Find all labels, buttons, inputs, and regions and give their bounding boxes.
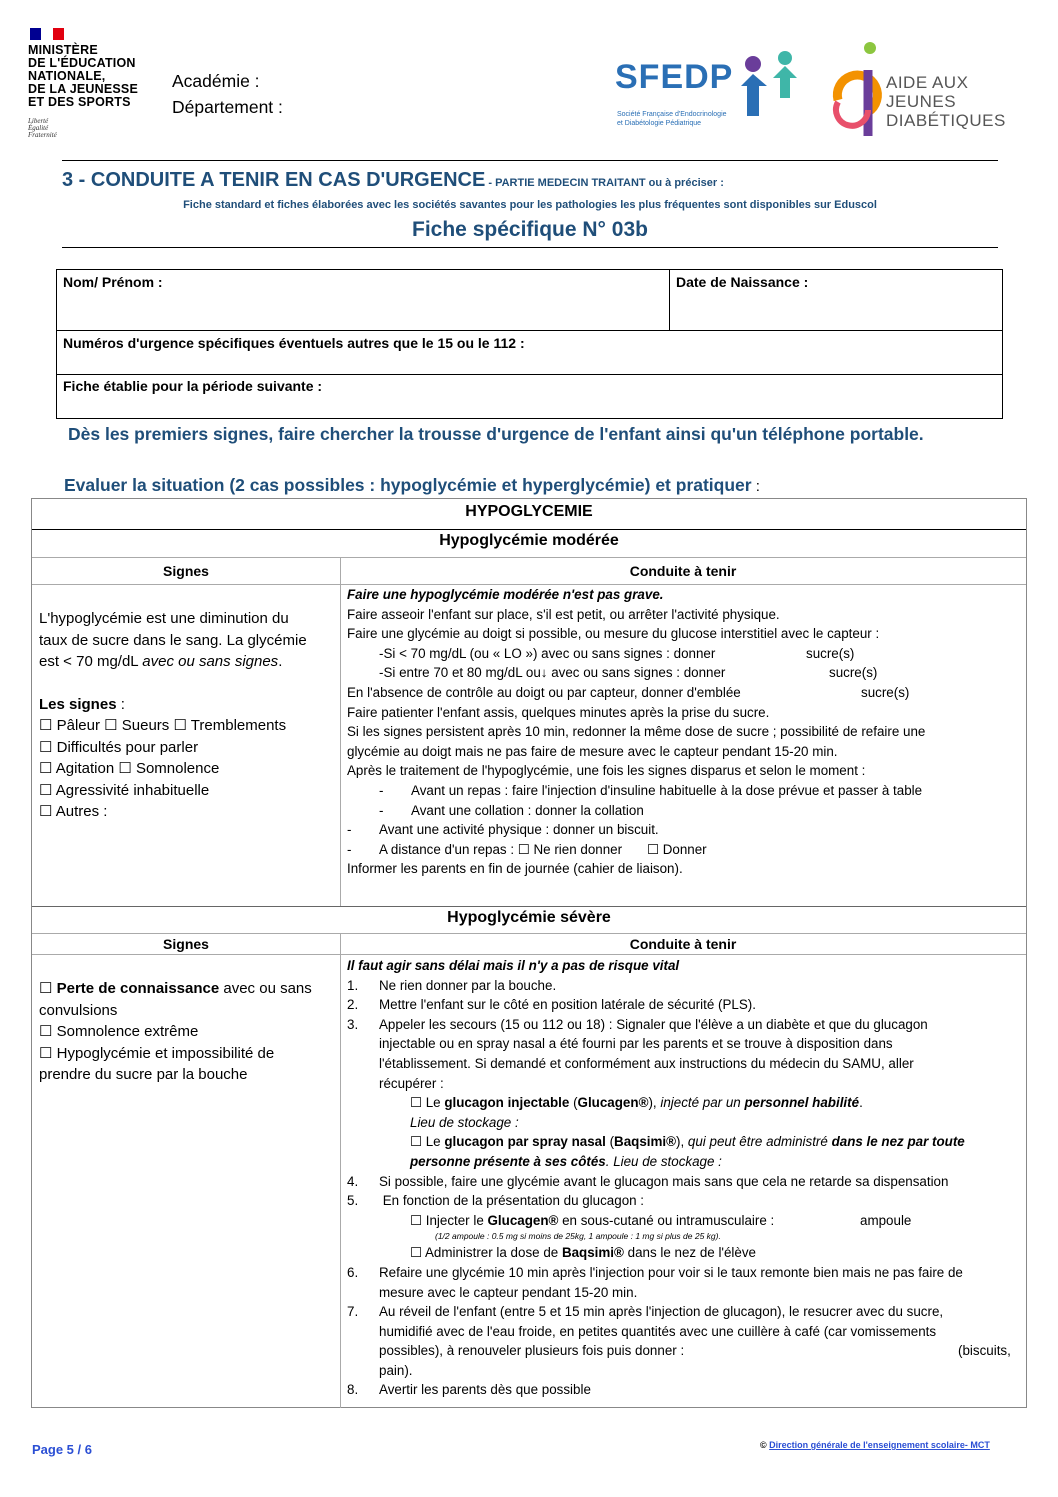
- text-run: Mettre l'enfant sur le côté en position latérale de sécurité (PLS).: [379, 997, 756, 1013]
- text-run: en sous-cutané ou intramusculaire :: [558, 1212, 775, 1228]
- conduite-line: [347, 644, 1020, 664]
- col-border: [340, 557, 341, 906]
- signes-column-header: Signes: [163, 936, 209, 952]
- text-run: dans le nez de l'élève: [623, 1245, 756, 1261]
- glucagon-injectable-checkbox[interactable]: [347, 1093, 1020, 1113]
- sfedp-sub-line: Société Française d'Endocrinologie: [617, 111, 727, 118]
- text-run: (: [569, 1095, 578, 1111]
- conduite-line: [347, 1015, 1020, 1035]
- footer-credit: [760, 1440, 990, 1450]
- hypoglycemie-table: [31, 498, 1027, 1408]
- list-number: 2.: [347, 997, 359, 1013]
- ajd-line: JEUNES: [886, 92, 957, 111]
- divider: [62, 247, 998, 248]
- motto-line: Liberté: [28, 117, 49, 125]
- text-run: Appeler les secours (15 ou 112 ou 18) : Signaler que l'élève a un diabète et que du glucagon: [379, 1016, 928, 1032]
- conduite-line: Faire une hypoglycémie modérée n'est pas grave.: [347, 587, 664, 602]
- conduite-line: Si les signes persistent après 10 min, redonner la même dose de sucre ; possibilité de refaire une: [347, 724, 926, 740]
- text-run: :: [116, 695, 125, 713]
- periode-field[interactable]: Fiche établie pour la période suivante :: [63, 378, 323, 394]
- conduite-line: [347, 1263, 1020, 1283]
- text-run: ☐ Injecter le: [410, 1212, 488, 1228]
- dgesco-link[interactable]: Direction générale de l'enseignement scolaire- MCT: [769, 1440, 990, 1450]
- signes-text: L'hypoglycémie est une diminution du: [39, 610, 289, 627]
- conduite-line: injectable ou en spray nasal a été fourni par les parents et se trouve à disposition dans: [379, 1036, 893, 1052]
- row-border: [32, 954, 1026, 955]
- conduite-line: humidifié avec de l'eau froide, en petites quantités avec une cuillère à café (car vomissements: [379, 1323, 937, 1339]
- text-run: En l'absence de contrôle au doigt ou par capteur, donner d'emblée: [347, 684, 741, 700]
- conduite-line: Informer les parents en fin de journée (cahier de liaison).: [347, 861, 683, 877]
- text-run: (biscuits,: [958, 1343, 1011, 1359]
- text-run: sucre(s): [829, 665, 878, 681]
- nom-prenom-field[interactable]: Nom/ Prénom :: [63, 274, 163, 290]
- severe-heading: Hypoglycémie sévère: [447, 909, 611, 926]
- copyright-symbol: ©: [760, 1440, 770, 1450]
- text-run: injecté par un: [660, 1095, 745, 1111]
- text-run: Avant une activité physique : donner un biscuit.: [379, 822, 659, 838]
- cell-border: [57, 374, 1002, 375]
- moderate-signes: [39, 608, 307, 823]
- section-title-suffix: - PARTIE MEDECIN TRAITANT ou à préciser :: [485, 177, 724, 189]
- les-signes-label: [39, 694, 307, 716]
- conduite-line: mesure avec le capteur pendant 15-20 min.: [379, 1284, 638, 1300]
- text-run: Glucagen®: [577, 1095, 649, 1111]
- text-run: Avertir les parents dès que possible: [379, 1382, 591, 1398]
- section-title: [62, 169, 724, 192]
- date-naissance-field[interactable]: Date de Naissance :: [676, 274, 809, 290]
- conduite-column-header: Conduite à tenir: [629, 563, 737, 579]
- text-run: ☐ Le: [410, 1095, 445, 1111]
- text-run: Glucagen®: [487, 1212, 559, 1228]
- donner-checkbox[interactable]: ☐ Donner: [647, 841, 707, 857]
- conduite-line: - Avant un repas : faire l'injection d'insuline habituelle à la dose prévue et passer à table: [379, 782, 923, 798]
- conduite-column-header: Conduite à tenir: [629, 936, 737, 952]
- ministry-line: MINISTÈRE: [28, 43, 98, 57]
- text-run: ),: [676, 1134, 688, 1150]
- section-subtitle: Fiche standard et fiches élaborées avec les sociétés savantes pour les pathologies les plus fréquentes sont disponibles sur Eduscol: [183, 199, 877, 211]
- divider: [62, 160, 998, 161]
- conduite-line: [347, 976, 1020, 996]
- col-border: [340, 933, 341, 1408]
- ajd-logo: [828, 40, 1008, 150]
- text-run: -Si entre 70 et 80 mg/dL ou↓ avec ou sans signes : donner: [379, 665, 726, 681]
- signes-text: convulsions: [39, 1001, 118, 1019]
- text-run: avec ou sans: [219, 980, 312, 997]
- cell-border: [57, 330, 1002, 331]
- conduite-line: glycémie au doigt mais ne pas faire de mesure avec le capteur pendant 15-20 min.: [347, 743, 838, 759]
- lieu-stockage-label: Lieu de stockage :: [410, 1114, 519, 1130]
- text-run: ),: [648, 1095, 661, 1111]
- row-border: [32, 933, 1026, 934]
- conduite-line: Faire patienter l'enfant assis, quelques minutes après la prise du sucre.: [347, 704, 770, 720]
- conduite-line: [347, 683, 1020, 703]
- ministry-line: NATIONALE,: [28, 69, 106, 83]
- conduite-line: [347, 663, 1020, 683]
- list-number: 1.: [347, 977, 359, 993]
- motto-line: Égalité: [28, 124, 49, 132]
- dosage-note: (1/2 ampoule : 0.5 mg si moins de 25kg, 1 ampoule : 1 mg si plus de 25 kg).: [435, 1231, 721, 1242]
- text-run: .: [278, 653, 283, 670]
- conduite-line: [347, 1380, 1020, 1400]
- text-run: glucagon injectable: [444, 1095, 570, 1111]
- text-run: ☐: [39, 980, 57, 997]
- sign-checkbox-line[interactable]: ☐ Pâleur ☐ Sueurs ☐ Tremblements: [39, 717, 287, 734]
- evaluate-text: Evaluer la situation (2 cas possibles : hypoglycémie et hyperglycémie) et pratiquer: [64, 475, 752, 495]
- signes-text: taux de sucre dans le sang. La glycémie: [39, 631, 307, 649]
- fiche-title: Fiche spécifique N° 03b: [412, 218, 648, 241]
- text-run: (: [605, 1134, 615, 1150]
- text-run: .: [859, 1095, 863, 1111]
- moderate-conduite: [347, 585, 1020, 879]
- conduite-line: [347, 1341, 1020, 1361]
- conduite-line: [347, 995, 1020, 1015]
- list-number: 6.: [347, 1264, 359, 1280]
- academie-label: Académie :: [172, 71, 260, 91]
- ministry-line: DE L'ÉDUCATION: [28, 56, 136, 70]
- identity-table: [56, 269, 1003, 419]
- row-border: [32, 529, 1026, 530]
- departement-label: Département :: [172, 97, 283, 117]
- sfedp-logo: [615, 58, 815, 138]
- ajd-line: AIDE AUX: [886, 73, 969, 92]
- conduite-line: [347, 1302, 1020, 1322]
- list-number: 5.: [347, 1193, 359, 1209]
- section-title-main: 3 - CONDUITE A TENIR EN CAS D'URGENCE: [62, 169, 486, 191]
- conduite-line: Après le traitement de l'hypoglycémie, une fois les signes disparus et selon le moment :: [347, 763, 866, 779]
- conduite-line: - Avant une collation : donner la collation: [379, 802, 644, 818]
- signes-column-header: Signes: [163, 563, 209, 579]
- text-run: Ne rien donner par la bouche.: [379, 977, 557, 993]
- republique-flag-logo: [30, 28, 64, 40]
- page-number: Page 5 / 6: [32, 1442, 92, 1457]
- text-run: Avant une collation : donner la collation: [411, 802, 644, 818]
- text-run: ☐ Administrer la dose de: [410, 1245, 562, 1261]
- text-run: ampoule: [860, 1212, 912, 1228]
- severe-conduite: [347, 956, 1020, 1400]
- signes-text: prendre du sucre par la bouche: [39, 1066, 248, 1083]
- conduite-line: - Avant une activité physique : donner un biscuit.: [347, 822, 659, 838]
- text-run: sucre(s): [806, 645, 855, 661]
- text-run: . Lieu de stockage :: [605, 1153, 722, 1169]
- text-run: Au réveil de l'enfant (entre 5 et 15 min après l'injection de glucagon), le resucrer avec du sucre,: [379, 1304, 944, 1320]
- ajd-a-icon: [828, 40, 888, 150]
- text-run: En fonction de la présentation du glucagon :: [379, 1193, 645, 1209]
- severe-signes: [39, 978, 312, 1086]
- text-run: Avant un repas : faire l'injection d'insuline habituelle à la dose prévue et passer à table: [411, 782, 923, 798]
- text-run: sucre(s): [861, 684, 910, 700]
- text-run: -Si < 70 mg/dL (ou « LO ») avec ou sans signes : donner: [379, 645, 716, 661]
- sign-checkbox-line[interactable]: [39, 978, 312, 1000]
- sign-checkbox-line[interactable]: ☐ Autres :: [39, 803, 108, 820]
- first-signs-instruction: Dès les premiers signes, faire chercher la trousse d'urgence de l'enfant ainsi qu'un téléphone portable.: [68, 424, 924, 444]
- text-run: personnel habilité: [744, 1095, 860, 1111]
- motto-line: Fraternité: [28, 131, 57, 139]
- text-run: dans le nez par toute: [831, 1134, 965, 1150]
- cell-border: [669, 270, 670, 331]
- conduite-line: Il faut agir sans délai mais il n'y a pas de risque vital: [347, 958, 680, 973]
- conduite-line: [347, 1152, 1020, 1172]
- text-run: Perte de connaissance: [56, 980, 220, 997]
- ajd-logo-text: [886, 73, 1006, 130]
- sfedp-logo-text: SFEDP: [615, 58, 734, 96]
- moderate-heading: Hypoglycémie modérée: [439, 532, 619, 549]
- text-run: Refaire une glycémie 10 min après l'injection pour voir si le taux remonte bien mais ne pas faire de: [379, 1264, 963, 1280]
- text-run: est < 70 mg/dL: [39, 653, 143, 670]
- list-number: 3.: [347, 1016, 359, 1032]
- text-run: qui peut être administré: [687, 1134, 832, 1150]
- list-number: 7.: [347, 1304, 359, 1320]
- list-number: 8.: [347, 1382, 359, 1398]
- table-title: HYPOGLYCEMIE: [465, 503, 593, 520]
- ministry-line: DE LA JEUNESSE: [28, 82, 139, 96]
- republic-motto: [28, 118, 57, 139]
- list-number: 4.: [347, 1173, 359, 1189]
- sfedp-sub-line: et Diabétologie Pédiatrique: [617, 120, 702, 127]
- text-run: personne présente à ses côtés: [410, 1153, 606, 1169]
- glucagon-spray-checkbox[interactable]: [347, 1132, 1020, 1152]
- text-run: avec ou sans signes: [142, 653, 279, 670]
- ne-rien-donner-checkbox[interactable]: A distance d'un repas : ☐ Ne rien donner: [379, 841, 623, 857]
- administrer-baqsimi-checkbox[interactable]: [347, 1243, 1020, 1263]
- row-border: [32, 906, 1026, 907]
- ministry-line: ET DES SPORTS: [28, 95, 131, 109]
- conduite-line: récupérer :: [379, 1075, 444, 1091]
- conduite-line: [347, 1191, 1020, 1211]
- text-run: Si possible, faire une glycémie avant le glucagon mais sans que cela ne retarde sa dispensation: [379, 1173, 949, 1189]
- conduite-line: - A distance d'un repas : ☐ Ne rien donner ☐ Donner: [347, 840, 1020, 860]
- sfedp-logo-subtitle: [617, 110, 727, 128]
- conduite-line: [347, 1172, 1020, 1192]
- text-run: ☐ Le: [410, 1134, 445, 1150]
- evaluate-colon: :: [751, 478, 760, 495]
- conduite-line: l'établissement. Si demandé et conformément aux instructions du médecin du SAMU, aller: [379, 1055, 914, 1071]
- signes-text: [39, 651, 307, 673]
- sign-checkbox-line[interactable]: ☐ Agressivité inhabituelle: [39, 781, 210, 799]
- conduite-line: pain).: [379, 1362, 413, 1378]
- evaluate-instruction: [64, 475, 760, 496]
- text-run: glucagon par spray nasal: [444, 1134, 606, 1150]
- academie-block: [172, 68, 283, 120]
- sfedp-children-icon: [733, 46, 813, 136]
- injecter-glucagen-checkbox[interactable]: [347, 1211, 1020, 1231]
- ministry-name: [28, 44, 138, 109]
- text-run: possibles), à renouveler plusieurs fois puis donner :: [379, 1343, 685, 1359]
- sign-checkbox-line[interactable]: ☐ Somnolence extrême: [39, 1023, 199, 1040]
- conduite-line: Faire asseoir l'enfant sur place, s'il est petit, ou arrêter l'activité physique.: [347, 606, 780, 622]
- numeros-urgence-field[interactable]: Numéros d'urgence spécifiques éventuels autres que le 15 ou le 112 :: [63, 335, 525, 351]
- text-run: Baqsimi®: [561, 1245, 624, 1261]
- sign-checkbox-line[interactable]: ☐ Hypoglycémie et impossibilité de: [39, 1044, 275, 1062]
- conduite-line: Faire une glycémie au doigt si possible, ou mesure du glucose interstitiel avec le capteur :: [347, 626, 880, 642]
- sign-checkbox-line[interactable]: ☐ Agitation ☐ Somnolence: [39, 760, 220, 777]
- row-border: [32, 557, 1026, 558]
- text-run: Les signes: [39, 695, 117, 713]
- text-run: Baqsimi®: [614, 1134, 676, 1150]
- sign-checkbox-line[interactable]: ☐ Difficultés pour parler: [39, 738, 199, 756]
- ajd-line: DIABÉTIQUES: [886, 111, 1006, 130]
